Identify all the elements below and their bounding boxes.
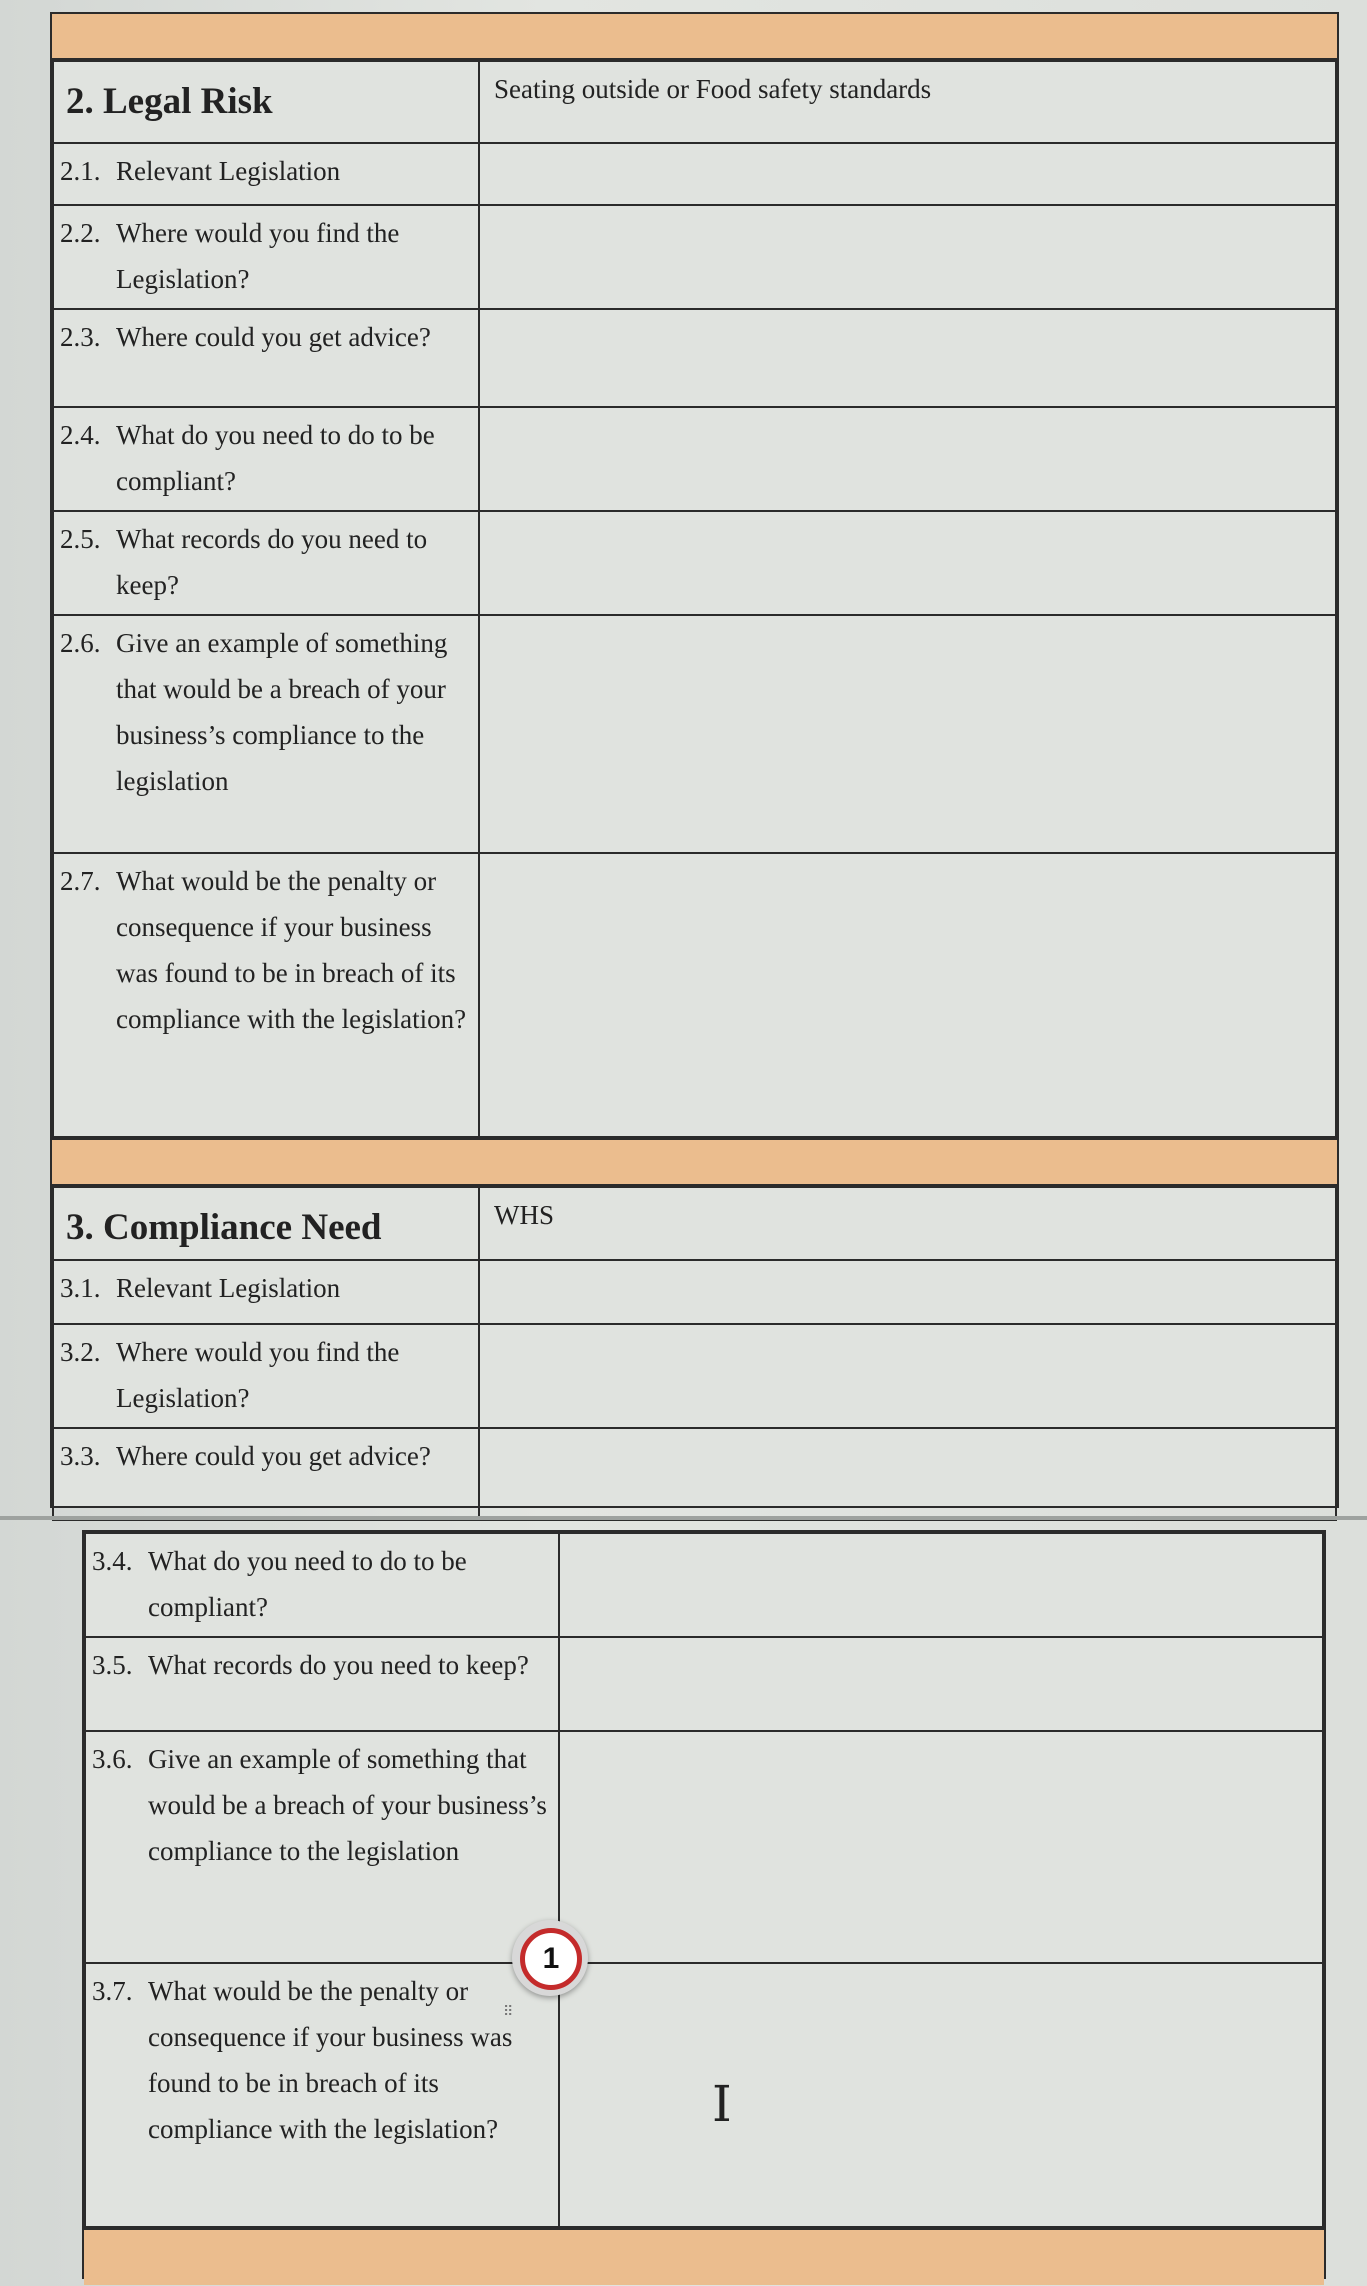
- text-cursor-icon: I: [712, 2075, 732, 2133]
- question-number: 2.7.: [60, 866, 101, 896]
- question-2-2: [53, 205, 479, 309]
- question-text: Relevant Legislation: [116, 1273, 341, 1303]
- question-3-1: [53, 1260, 479, 1324]
- answer-2-4[interactable]: [479, 407, 1336, 511]
- answer-3-6[interactable]: [559, 1731, 1323, 1963]
- question-2-4: [53, 407, 479, 511]
- answer-3-2[interactable]: [479, 1324, 1336, 1428]
- question-2-5: [53, 511, 479, 615]
- question-2-7: [53, 853, 479, 1137]
- badge-count: 1: [520, 1928, 582, 1990]
- question-number: 3.3.: [60, 1441, 101, 1471]
- question-3-7: [85, 1963, 559, 2227]
- answer-2-6[interactable]: [479, 615, 1336, 853]
- question-text: What records do you need to keep?: [148, 1650, 529, 1680]
- question-2-3: [53, 309, 479, 407]
- question-number: 3.7.: [92, 1976, 133, 2006]
- drag-grip-icon[interactable]: ⠿: [503, 2004, 514, 2020]
- answer-2-1[interactable]: [479, 143, 1336, 205]
- notification-badge[interactable]: [512, 1920, 588, 1996]
- question-text: What do you need to do to be compliant?: [148, 1546, 467, 1622]
- answer-2-2[interactable]: [479, 205, 1336, 309]
- compliance-need-table-continued: [84, 1532, 1324, 2228]
- answer-3-5[interactable]: [559, 1637, 1323, 1731]
- page-break-line: [0, 1516, 1367, 1520]
- question-number: 3.2.: [60, 1337, 101, 1367]
- question-number: 2.6.: [60, 628, 101, 658]
- question-number: 3.1.: [60, 1273, 101, 1303]
- question-number: 3.6.: [92, 1744, 133, 1774]
- question-text: Give an example of something that would be a breach of your business’s compliance to the legislation: [116, 628, 448, 796]
- question-3-5: [85, 1637, 559, 1731]
- answer-2-3[interactable]: [479, 309, 1336, 407]
- answer-2-5[interactable]: [479, 511, 1336, 615]
- question-text: What would be the penalty or consequence if your business was found to be in breach of its compliance with the legislation?: [116, 866, 467, 1034]
- legal-risk-table: [52, 60, 1337, 1138]
- compliance-need-table: [52, 1186, 1337, 1521]
- question-number: 2.3.: [60, 322, 101, 352]
- question-text: Relevant Legislation: [116, 156, 341, 186]
- worksheet-lower: [82, 1530, 1326, 2279]
- question-text: What do you need to do to be compliant?: [116, 420, 435, 496]
- section-3-answer[interactable]: WHS: [479, 1187, 1336, 1260]
- question-number: 2.5.: [60, 524, 101, 554]
- question-text: Where would you find the Legislation?: [116, 1337, 400, 1413]
- question-number: 2.4.: [60, 420, 101, 450]
- separator-band: [52, 1138, 1337, 1186]
- question-number: 2.1.: [60, 156, 101, 186]
- question-2-1: [53, 143, 479, 205]
- question-text: Give an example of something that would be a breach of your business’s compliance to the legislation: [148, 1744, 547, 1866]
- question-3-3: [53, 1428, 479, 1520]
- footer-band: [84, 2228, 1324, 2285]
- answer-3-7[interactable]: [559, 1963, 1323, 2227]
- question-text: Where could you get advice?: [116, 1441, 431, 1471]
- answer-3-3[interactable]: [479, 1428, 1336, 1520]
- question-text: Where would you find the Legislation?: [116, 218, 400, 294]
- answer-3-1[interactable]: [479, 1260, 1336, 1324]
- question-3-6: [85, 1731, 559, 1963]
- header-band: [52, 14, 1337, 60]
- answer-3-4[interactable]: [559, 1533, 1323, 1637]
- question-text: What would be the penalty or consequence if your business was found to be in breach of its compliance with the legislation?: [148, 1976, 513, 2144]
- worksheet-upper: [50, 12, 1339, 1508]
- question-3-2: [53, 1324, 479, 1428]
- section-2-title: 2. Legal Risk: [53, 61, 479, 143]
- question-text: What records do you need to keep?: [116, 524, 428, 600]
- question-number: 2.2.: [60, 218, 101, 248]
- section-3-title: 3. Compliance Need: [53, 1187, 479, 1260]
- question-number: 3.4.: [92, 1546, 133, 1576]
- answer-2-7[interactable]: [479, 853, 1336, 1137]
- question-3-4: [85, 1533, 559, 1637]
- section-2-answer[interactable]: Seating outside or Food safety standards: [479, 61, 1336, 143]
- question-number: 3.5.: [92, 1650, 133, 1680]
- question-text: Where could you get advice?: [116, 322, 431, 352]
- question-2-6: [53, 615, 479, 853]
